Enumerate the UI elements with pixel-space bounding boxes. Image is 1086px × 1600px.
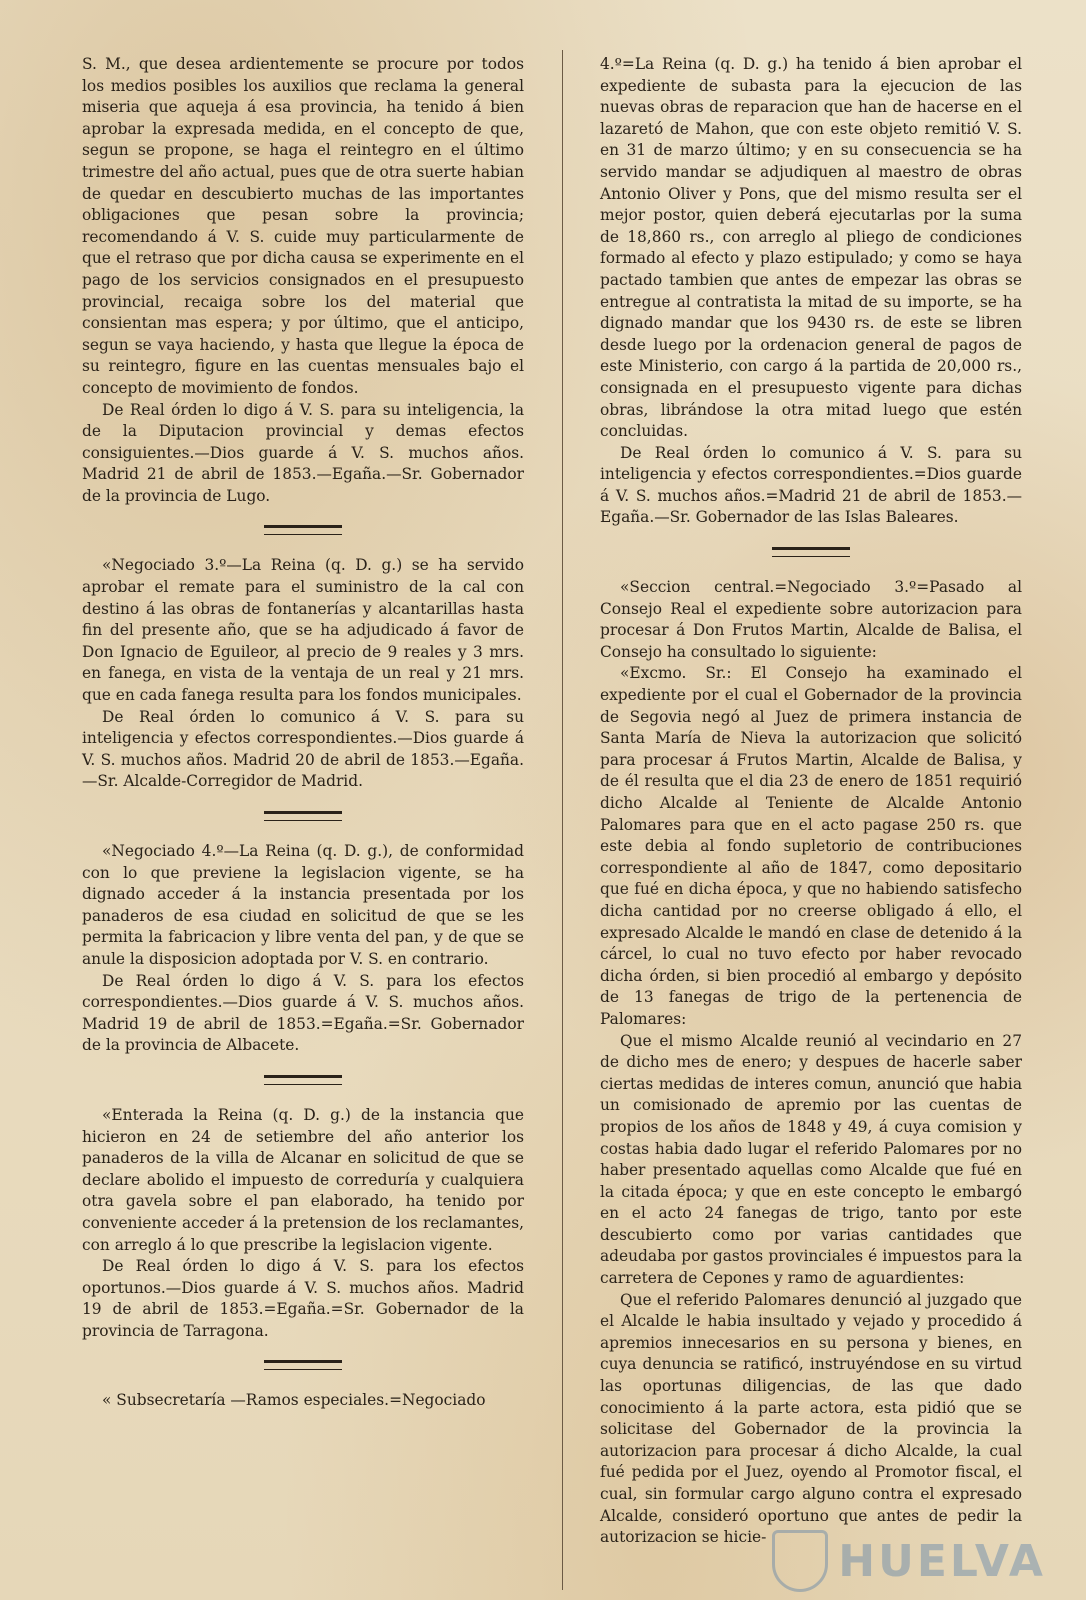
section-rule (264, 811, 342, 821)
watermark-text: HUELVA (838, 1535, 1046, 1587)
paragraph: De Real órden lo digo á V. S. para los efectos correspondientes.—Dios guarde á V. S. muchos años. Madrid 19 de abril de 1853.=Egaña.=Sr. Gobernador de la provincia de Albacete. (82, 971, 524, 1055)
right-column (600, 54, 1022, 1549)
column-divider (562, 50, 563, 1590)
left-column (82, 54, 524, 1412)
library-watermark (772, 1530, 1046, 1592)
paragraph: De Real órden lo digo á V. S. para su inteligencia, la de la Diputacion provincial y demas efectos consiguientes.—Dios guarde á V. S. muchos años. Madrid 21 de abril de 1853.—Egaña.—Sr. Gobernador de la provincia de Lugo. (82, 400, 524, 505)
section-rule (264, 1360, 342, 1370)
paragraph: «Negociado 4.º—La Reina (q. D. g.), de conformidad con lo que previene la legislacion vigente, se ha dignado acceder á la instancia presentada por los panaderos de esa ciudad en solicitud de que se les permita la fabricacion y libre venta del pan, y de que se anule la disposicion adoptada por V. S. en contrario. (82, 842, 524, 968)
paragraph: De Real órden lo comunico á V. S. para su inteligencia y efectos correspondientes.=Dios guarde á V. S. muchos años.=Madrid 21 de abril de 1853.—Egaña.—Sr. Gobernador de las Islas Baleares. (600, 443, 1022, 527)
paragraph: «Seccion central.=Negociado 3.º=Pasado al Consejo Real el expediente sobre autorizacion para procesar á Don Frutos Martin, Alcalde de Balisa, el Consejo ha consultado lo siguiente: (600, 578, 1022, 661)
paragraph: «Enterada la Reina (q. D. g.) de la instancia que hicieron en 24 de setiembre del año anterior los panaderos de la villa de Alcanar en solicitud de que se declare abolido el impuesto de correduría y cualquiera otra gavela sobre el pan elaborado, ha tenido por conveniente acceder á la pretension de los reclamantes, con arreglo á lo que prescribe la legislacion vigente. (82, 1105, 524, 1254)
section-rule (264, 1075, 342, 1085)
paragraph: S. M., que desea ardientemente se procure por todos los medios posibles los auxilios que reclama la general miseria que aqueja á esa provincia, ha tenido á bien aprobar la expresada medida, en el concepto de que, segun se propone, se haga el reintegro en el último trimestre del año actual, pues que de otra suerte habian de quedar en descubierto muchas de las importantes obligaciones que pesan sobre la provincia; recomendando á V. S. cuide muy particularmente de que el retraso que por dicha causa se experimente en el pago de los servicios consignados en el presupuesto provincial, recaiga sobre los del material que consientan mas espera; y por último, que el anticipo, segun se vaya haciendo, y hasta que llegue la época de su reintegro, figure en las cuentas mensuales bajo el concepto de movimiento de fondos. (82, 55, 524, 397)
section-rule (772, 547, 850, 557)
paragraph: De Real órden lo digo á V. S. para los efectos oportunos.—Dios guarde á V. S. muchos años. Madrid 19 de abril de 1853.=Egaña.=Sr. Gobernador de la provincia de Tarragona. (82, 1257, 524, 1340)
paragraph: «Excmo. Sr.: El Consejo ha examinado el expediente por el cual el Gobernador de la provincia de Segovia negó al Juez de primera instancia de Santa María de Nieva la autorizacion que solicitó para procesar á Frutos Martin, Alcalde de Balisa, y de él resulta que el dia 23 de enero de 1851 requirió dicho Alcalde al Teniente de Alcalde Antonio Palomares para que en el acto pagase 250 rs. que este debia al fondo supletorio de contribuciones correspondiente al año de 1847, como depositario que fué en dicha época, y que no habiendo satisfecho dicha cantidad por no creerse obligado á ello, el expresado Alcalde le mandó en clase de detenido á la cárcel, lo cual no tuvo efecto por haber revocado dicha órden, si bien procedió al embargo y depósito de 13 fanegas de trigo de la pertenencia de Palomares: (600, 664, 1022, 1028)
paragraph: « Subsecretaría —Ramos especiales.=Negociado (102, 1391, 486, 1410)
section-rule (264, 525, 342, 535)
paragraph: Que el referido Palomares denunció al juzgado que el Alcalde le habia insultado y vejado y procedido á apremios innecesarios en su persona y bienes, en cuya denuncia se ratificó, instruyéndose en su virtud las oportunas diligencias, de las que dado conocimiento á la parte actora, esta pidió que se solicitase del Gobernador de la provincia la autorizacion para procesar á dicho Alcalde, la cual fué pedida por el Juez, oyendo al Promotor fiscal, el cual, sin formular cargo alguno contra el expresado Alcalde, consideró oportuno que antes de pedir la autorizacion se hicie- (600, 1290, 1022, 1547)
paragraph: De Real órden lo comunico á V. S. para su inteligencia y efectos correspondientes.—Dios guarde á V. S. muchos años. Madrid 20 de abril de 1853.—Egaña.—Sr. Alcalde-Corregidor de Madrid. (82, 707, 524, 791)
shield-icon (772, 1530, 828, 1592)
paragraph: Que el mismo Alcalde reunió al vecindario en 27 de dicho mes de enero; y despues de hacerle saber ciertas medidas de interes comun, anunció que habia un comisionado de apremio por las cuentas de propios de los años de 1848 y 49, á cuya comision y costas habia dado lugar el referido Palomares por no haber presentado aquellas como Alcalde que fué en la citada época; y que en este concepto le embargó en el acto 24 fanegas de trigo, tanto por este descubierto como por varias cantidades que adeudaba por gastos provinciales é impuestos para la carretera de Cepones y ramo de aguardientes: (600, 1031, 1022, 1288)
paragraph: 4.º=La Reina (q. D. g.) ha tenido á bien aprobar el expediente de subasta para la ejecucion de las nuevas obras de reparacion que han de hacerse en el lazaretó de Mahon, que con este objeto remitió V. S. en 31 de marzo último; y en su consecuencia se ha servido mandar se adjudiquen al maestro de obras Antonio Oliver y Pons, que del mismo resulta ser el mejor postor, quien deberá ejecutarlas por la suma de 18,860 rs., con arreglo al pliego de condiciones formado al efecto y plazo estipulado; y como se haya pactado tambien que antes de empezar las obras se entregue al contratista la mitad de su importe, se ha dignado mandar que los 9430 rs. de este se libren desde luego por la ordenacion general de pagos de este Ministerio, con cargo á la partida de 20,000 rs., consignada en el presupuesto vigente para dichas obras, librándose la otra mitad luego que estén concluidas. (600, 55, 1022, 441)
paragraph: «Negociado 3.º—La Reina (q. D. g.) se ha servido aprobar el remate para el suministro de la cal con destino á las obras de fontanerías y alcantarillas hasta fin del presente año, que se ha adjudicado á favor de Don Ignacio de Eguileor, al precio de 9 reales y 3 mrs. en fanega, en vista de la ventaja de un real y 21 mrs. que en cada fanega resulta para los fondos municipales. (82, 556, 524, 705)
